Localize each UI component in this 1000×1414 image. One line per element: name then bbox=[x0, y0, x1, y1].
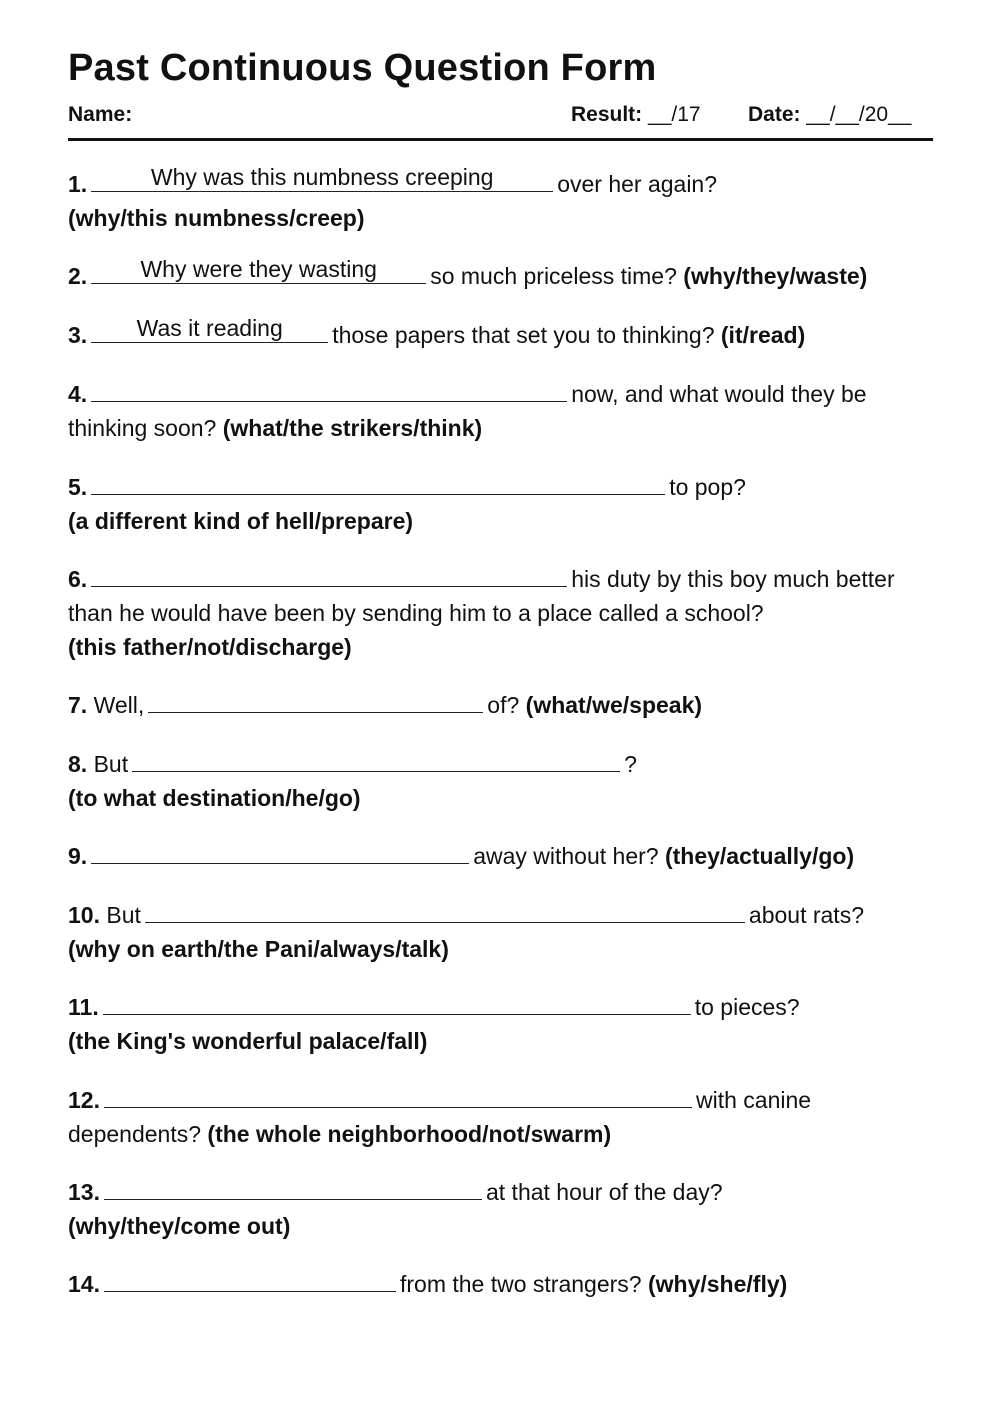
question-hint: (what/the strikers/think) bbox=[222, 415, 483, 441]
answer-text: Why were they wasting bbox=[140, 256, 377, 282]
question-text: with canine dependents? bbox=[68, 1087, 812, 1147]
question-number: 7. bbox=[68, 692, 88, 718]
answer-blank[interactable] bbox=[104, 1267, 396, 1292]
question-text: about rats? bbox=[748, 902, 864, 928]
question-lead: But bbox=[106, 902, 141, 928]
answer-text: Why was this numbness creeping bbox=[150, 164, 494, 190]
question-lead: But bbox=[93, 751, 129, 777]
question-hint: (the whole neighborhood/not/swarm) bbox=[207, 1121, 612, 1147]
question-text: to pop? bbox=[669, 474, 746, 500]
question-number: 1. bbox=[68, 171, 88, 197]
answer-blank[interactable] bbox=[91, 839, 469, 864]
question-hint: (to what destination/he/go) bbox=[68, 785, 361, 811]
question-number: 8. bbox=[68, 751, 88, 777]
answer-blank[interactable] bbox=[91, 470, 665, 495]
question-hint: (the King's wonderful palace/fall) bbox=[68, 1028, 428, 1054]
question-12 bbox=[68, 1083, 938, 1151]
question-text: from the two strangers? bbox=[399, 1271, 642, 1297]
answer-blank[interactable] bbox=[91, 562, 567, 587]
question-text: those papers that set you to thinking? bbox=[332, 322, 715, 348]
result-label: Result: bbox=[571, 103, 643, 126]
answer-blank[interactable] bbox=[104, 1083, 692, 1108]
question-text: at that hour of the day? bbox=[485, 1179, 723, 1205]
answer-blank[interactable] bbox=[91, 377, 567, 402]
question-number: 4. bbox=[68, 381, 88, 407]
question-text: his duty by this boy much better than he would have been by sending him to a place called a school? bbox=[68, 566, 895, 626]
question-number: 2. bbox=[68, 263, 88, 289]
answer-blank[interactable] bbox=[148, 688, 483, 713]
question-10 bbox=[68, 898, 938, 966]
worksheet-header bbox=[68, 103, 933, 129]
question-text: now, and what would they be thinking soon? bbox=[68, 381, 867, 441]
question-hint: (a different kind of hell/prepare) bbox=[68, 508, 414, 534]
answer-blank[interactable] bbox=[104, 1175, 482, 1200]
worksheet-title: Past Continuous Question Form bbox=[68, 47, 657, 89]
question-7 bbox=[68, 688, 938, 722]
answer-text: Was it reading bbox=[136, 315, 283, 341]
question-number: 3. bbox=[68, 322, 88, 348]
result-value: __/17 bbox=[648, 103, 701, 126]
question-hint: (why/they/come out) bbox=[68, 1213, 291, 1239]
answer-blank[interactable] bbox=[145, 898, 745, 923]
question-14 bbox=[68, 1267, 938, 1301]
answer-blank[interactable] bbox=[103, 990, 691, 1015]
result-field bbox=[571, 103, 701, 127]
question-8 bbox=[68, 747, 938, 815]
date-label: Date: bbox=[748, 103, 801, 126]
question-number: 14. bbox=[68, 1271, 100, 1297]
answer-blank[interactable] bbox=[91, 315, 328, 343]
question-hint: (it/read) bbox=[720, 322, 806, 348]
question-text: over her again? bbox=[557, 171, 718, 197]
question-4 bbox=[68, 377, 938, 445]
question-hint: (why/this numbness/creep) bbox=[68, 205, 365, 231]
answer-blank[interactable] bbox=[132, 747, 620, 772]
question-text: to pieces? bbox=[694, 994, 800, 1020]
question-13 bbox=[68, 1175, 938, 1243]
answer-blank[interactable] bbox=[91, 164, 553, 192]
question-hint: (they/actually/go) bbox=[664, 843, 855, 869]
question-number: 5. bbox=[68, 474, 88, 500]
question-number: 11. bbox=[68, 994, 99, 1020]
date-value: __/__/20__ bbox=[806, 103, 912, 126]
question-1 bbox=[68, 164, 938, 235]
question-hint: (why/she/fly) bbox=[647, 1271, 788, 1297]
question-hint: (why on earth/the Pani/always/talk) bbox=[68, 936, 449, 962]
question-text: so much priceless time? bbox=[430, 263, 677, 289]
question-3 bbox=[68, 315, 938, 352]
question-number: 12. bbox=[68, 1087, 100, 1113]
answer-blank[interactable] bbox=[91, 256, 426, 284]
question-text: of? bbox=[487, 692, 520, 718]
question-2 bbox=[68, 256, 938, 293]
question-9 bbox=[68, 839, 938, 873]
question-hint: (why/they/waste) bbox=[683, 263, 868, 289]
question-hint: (what/we/speak) bbox=[525, 692, 703, 718]
header-divider bbox=[68, 138, 933, 141]
question-text: ? bbox=[624, 751, 637, 777]
question-number: 6. bbox=[68, 566, 88, 592]
question-lead: Well, bbox=[93, 692, 145, 718]
question-text: away without her? bbox=[473, 843, 659, 869]
name-label: Name: bbox=[68, 103, 133, 126]
question-5 bbox=[68, 470, 938, 538]
question-number: 9. bbox=[68, 843, 88, 869]
question-number: 13. bbox=[68, 1179, 100, 1205]
question-6 bbox=[68, 562, 938, 664]
question-number: 10. bbox=[68, 902, 100, 928]
question-11 bbox=[68, 990, 938, 1058]
date-field bbox=[748, 103, 911, 127]
question-hint: (this father/not/discharge) bbox=[68, 634, 352, 660]
